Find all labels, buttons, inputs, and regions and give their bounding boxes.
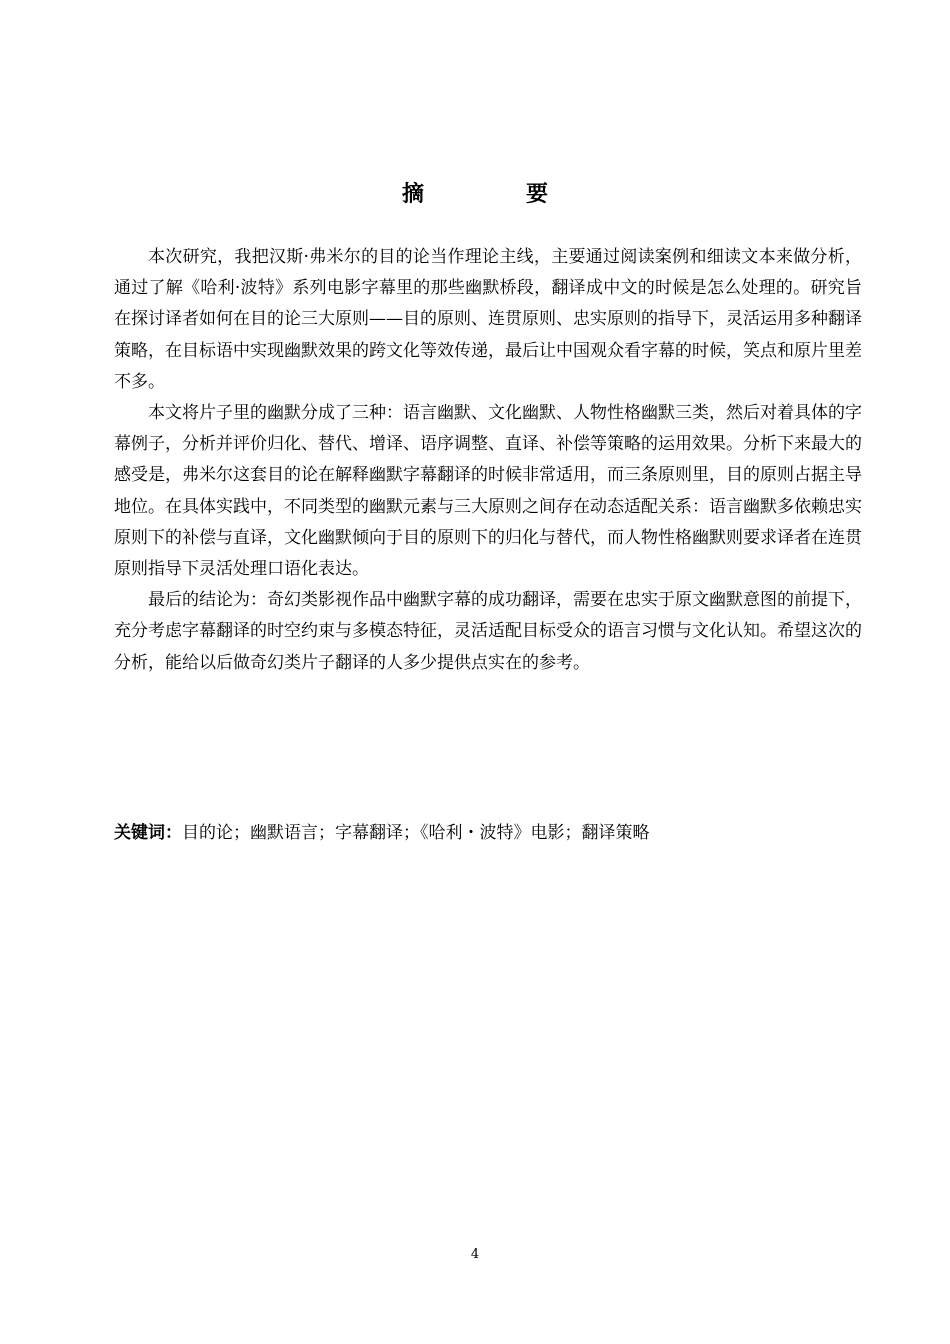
abstract-paragraph-1: 本次研究，我把汉斯·弗米尔的目的论当作理论主线，主要通过阅读案例和细读文本来做分析，通过了解《哈利·波特》系列电影字幕里的那些幽默桥段，翻译成中文的时候是怎么处理的。研究旨在探讨译者如何在目的论三大原则——目的原则、连贯原则、忠实原则的指导下，灵活运用多种翻译策略，在目标语中实现幽默效果的跨文化等效传递，最后让中国观众看字幕的时候，笑点和原片里差不多。 [114,247,862,392]
abstract-paragraph-2: 本文将片子里的幽默分成了三种：语言幽默、文化幽默、人物性格幽默三类，然后对着具体的字幕例子，分析并评价归化、替代、增译、语序调整、直译、补偿等策略的运用效果。分析下来最大的感受是，弗米尔这套目的论在解释幽默字幕翻译的时候非常适用，而三条原则里，目的原则占据主导地位。在具体实践中，不同类型的幽默元素与三大原则之间存在动态适配关系：语言幽默多依赖忠实原则下的补偿与直译，文化幽默倾向于目的原则下的归化与替代，而人物性格幽默则要求译者在连贯原则指导下灵活处理口语化表达。 [114,403,862,580]
keywords-text: 目的论；幽默语言；字幕翻译；《哈利・波特》电影；翻译策略 [182,823,650,843]
abstract-paragraph-3: 最后的结论为：奇幻类影视作品中幽默字幕的成功翻译，需要在忠实于原文幽默意图的前提下，充分考虑字幕翻译的时空约束与多模态特征，灵活适配目标受众的语言习惯与文化认知。希望这次的分析，能给以后做奇幻类片子翻译的人多少提供点实在的参考。 [114,590,862,673]
page-title: 摘 要 [401,182,588,207]
page-number: 4 [470,1247,480,1262]
keywords-line [114,818,862,848]
abstract-body [114,242,862,679]
keywords-label: 关键词： [114,823,182,843]
